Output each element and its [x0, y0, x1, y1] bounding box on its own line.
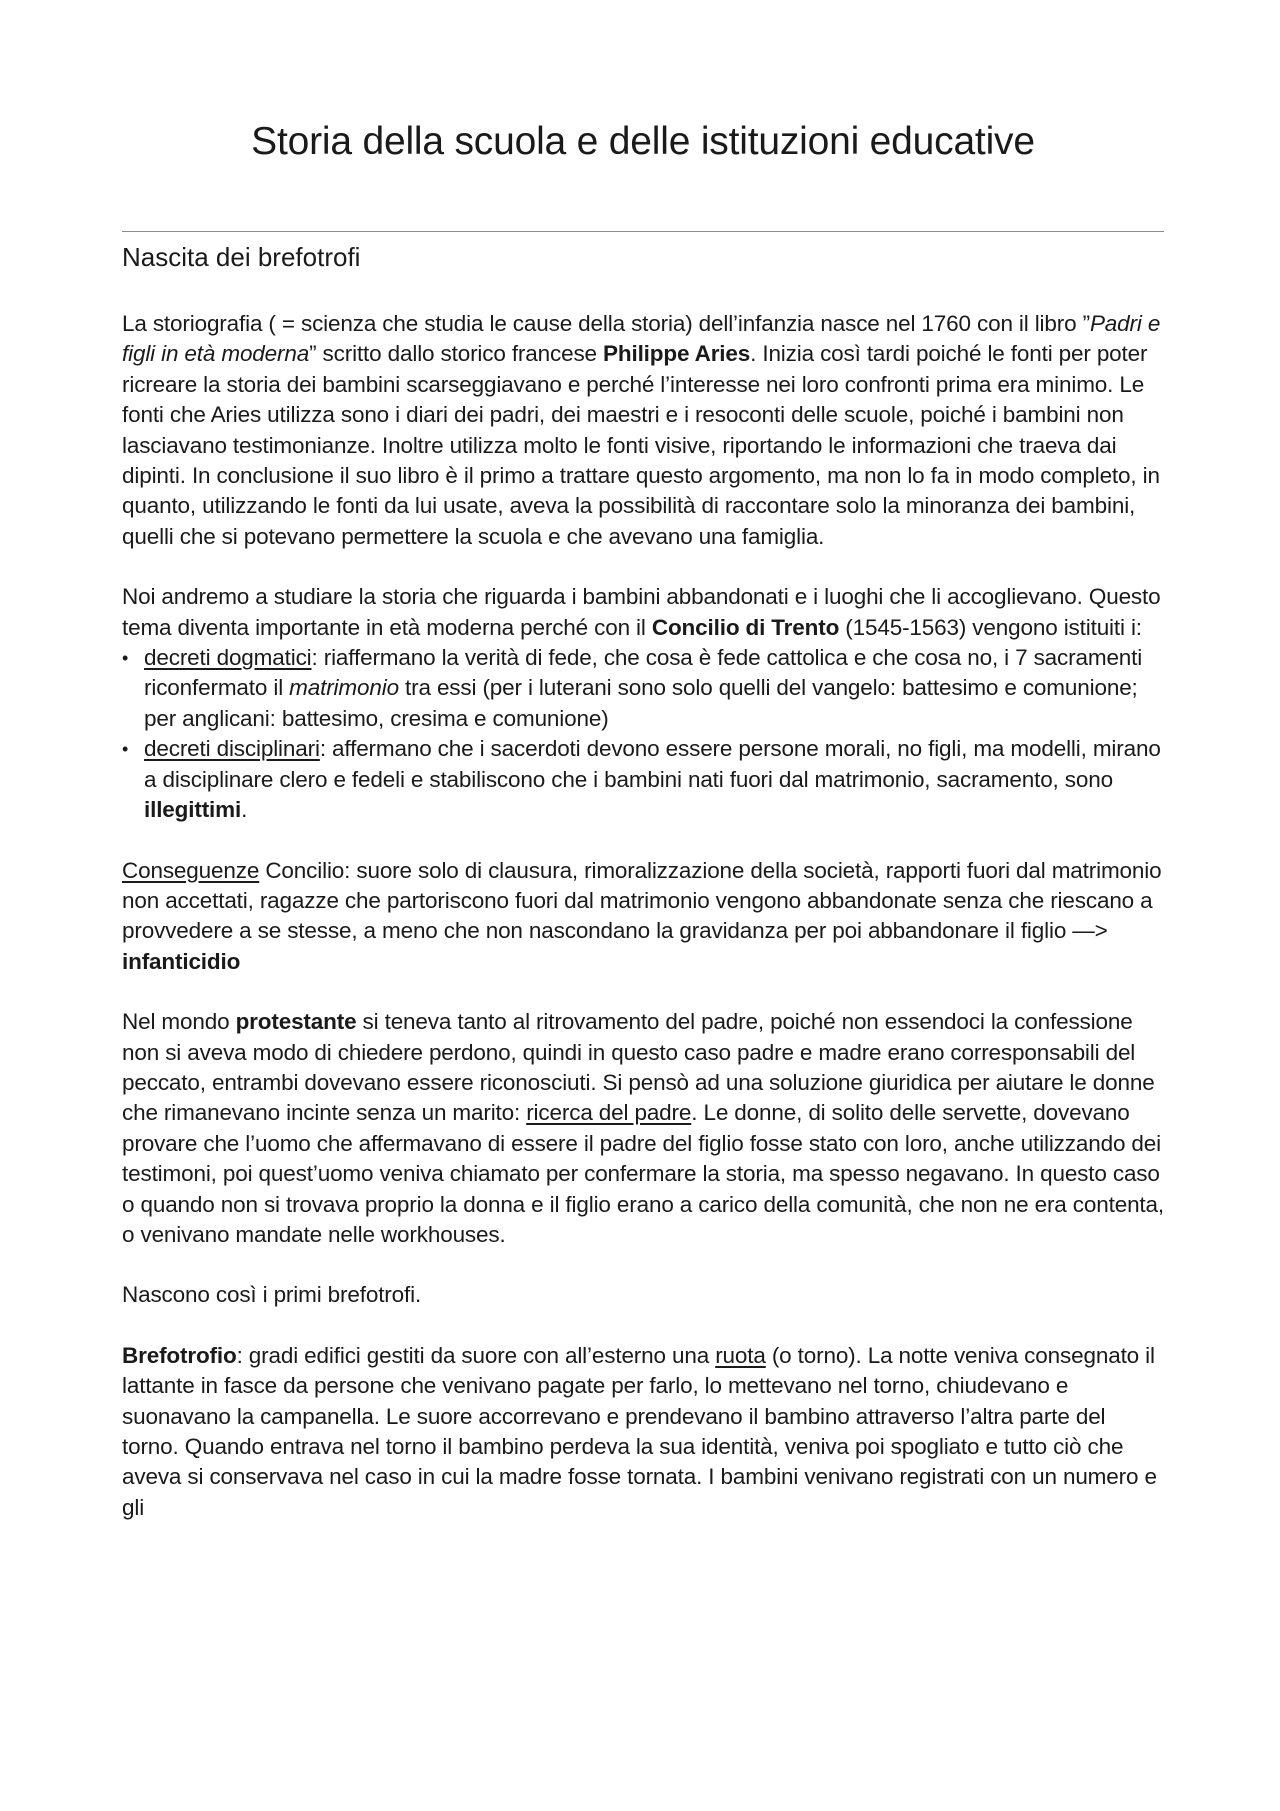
council-name: Concilio di Trento: [651, 614, 840, 640]
term-ruota: ruota: [715, 1342, 766, 1368]
bullet-icon: •: [122, 739, 129, 760]
document-title: Storia della scuola e delle istituzioni educative: [251, 120, 1035, 163]
book-title: Padri e figli in età moderna: [122, 311, 1161, 367]
list-item-disciplinari: • decreti disciplinari: affermano che i sacerdoti devono essere persone morali, no figli, ma modelli, mirano a disciplinare clero e fedeli e stabiliscono che i bambini nati fuori dal matrimonio, sacramento, sono illegittimi.: [122, 736, 1161, 823]
paragraph-protestante: Nel mondo protestante si teneva tanto al ritrovamento del padre, poiché non essendoci la confessione non si aveva modo di chiedere perdono, quindi in questo caso padre e madre erano corresponsabili del peccato, entrambi dovevano essere riconosciuti. Si pensò ad una soluzione giuridica per aiutare le donne che rimanevano incinte senza un marito: ricerca del padre. Le donne, di solito delle servette, dovevano provare che l’uomo che affermavano di essere il padre del figlio fosse stato con loro, anche utilizzando dei testimoni, poi quest’uomo veniva chiamato per confermare la storia, ma spesso negavano. In questo caso o quando non si trovava proprio la donna e il figlio erano a carico della comunità, che non ne era contenta, o venivano mandate nelle workhouses.: [122, 1009, 1164, 1247]
term-decreti-disciplinari: decreti disciplinari: [144, 736, 320, 762]
strong-protestante: protestante: [235, 1009, 357, 1035]
list-item-dogmatici: • decreti dogmatici: riaffermano la verità di fede, che cosa è fede cattolica e che cosa no, i 7 sacramenti riconfermato il matrimonio tra essi (per i luterani sono solo quelli del vangelo: battesimo e comunione; per anglicani: battesimo, cresima e comunione): [122, 645, 1143, 731]
paragraph-brefotrofio: Brefotrofio: gradi edifici gestiti da suore con all’esterno una ruota (o torno). La notte veniva consegnato il lattante in fasce da persone che venivano pagate per farlo, lo mettevano nel torno, chiudevano e suonavano la campanella. Le suore accorrevano e prendevano il bambino attraverso l’altra parte del torno. Quando entrava nel torno il bambino perdeva la sua identità, veniva poi spogliato e tutto ciò che aveva si conservava nel caso in cui la madre fosse tornata. I bambini venivano registrati con un numero e gli: [122, 1342, 1157, 1520]
document-page: [122, 120, 1164, 1523]
section-divider: [122, 231, 1164, 232]
term-ricerca-del-padre: ricerca del padre: [526, 1100, 692, 1126]
term-decreti-dogmatici: decreti dogmatici: [144, 645, 312, 671]
paragraph-concilio: Noi andremo a studiare la storia che riguarda i bambini abbandonati e i luoghi che li accoglievano. Questo tema diventa importante in età moderna perché con il Concilio di Trento (1545-1563) vengono istituiti i:: [122, 584, 1161, 640]
emphasis-matrimonio: matrimonio: [289, 675, 399, 701]
strong-illegittimi: illegittimi: [144, 797, 242, 823]
paragraph-nascono: Nascono così i primi brefotrofi.: [122, 1282, 422, 1308]
term-conseguenze: Conseguenze: [122, 857, 260, 883]
strong-brefotrofio: Brefotrofio: [122, 1342, 237, 1368]
strong-infanticidio: infanticidio: [122, 948, 241, 974]
decrees-list: [122, 643, 1164, 825]
paragraph-conseguenze: Conseguenze Concilio: suore solo di clausura, rimoralizzazione della società, rapporti fuori dal matrimonio non accettati, ragazze che partoriscono fuori dal matrimonio vengono abbandonate senza che riescano a provvedere a se stesse, a meno che non nascondano la gravidanza per poi abbandonare il figlio —> infanticidio: [122, 857, 1162, 974]
paragraph-storiografia: La storiografia ( = scienza che studia le cause della storia) dell’infanzia nasce nel 1760 con il libro ”Padri e figli in età moderna” scritto dallo storico francese Philippe Aries. Inizia così tardi poiché le fonti per poter ricreare la storia dei bambini scarseggiavano e perché l’interesse nei loro confronti prima era minimo. Le fonti che Aries utilizza sono i diari dei padri, dei maestri e i resoconti delle scuole, poiché i bambini non lasciavano testimonianze. Inoltre utilizza molto le fonti visive, riportando le informazioni che traeva dai dipinti. In conclusione il suo libro è il primo a trattare questo argomento, ma non lo fa in modo completo, in quanto, utilizzando le fonti da lui usate, aveva la possibilità di raccontare solo la minoranza dei bambini, quelli che si potevano permettere la scuola e che avevano una famiglia.: [122, 311, 1161, 549]
bullet-icon: •: [122, 648, 129, 669]
author-name: Philippe Aries: [603, 341, 751, 367]
section-heading: Nascita dei brefotrofi: [122, 242, 361, 272]
